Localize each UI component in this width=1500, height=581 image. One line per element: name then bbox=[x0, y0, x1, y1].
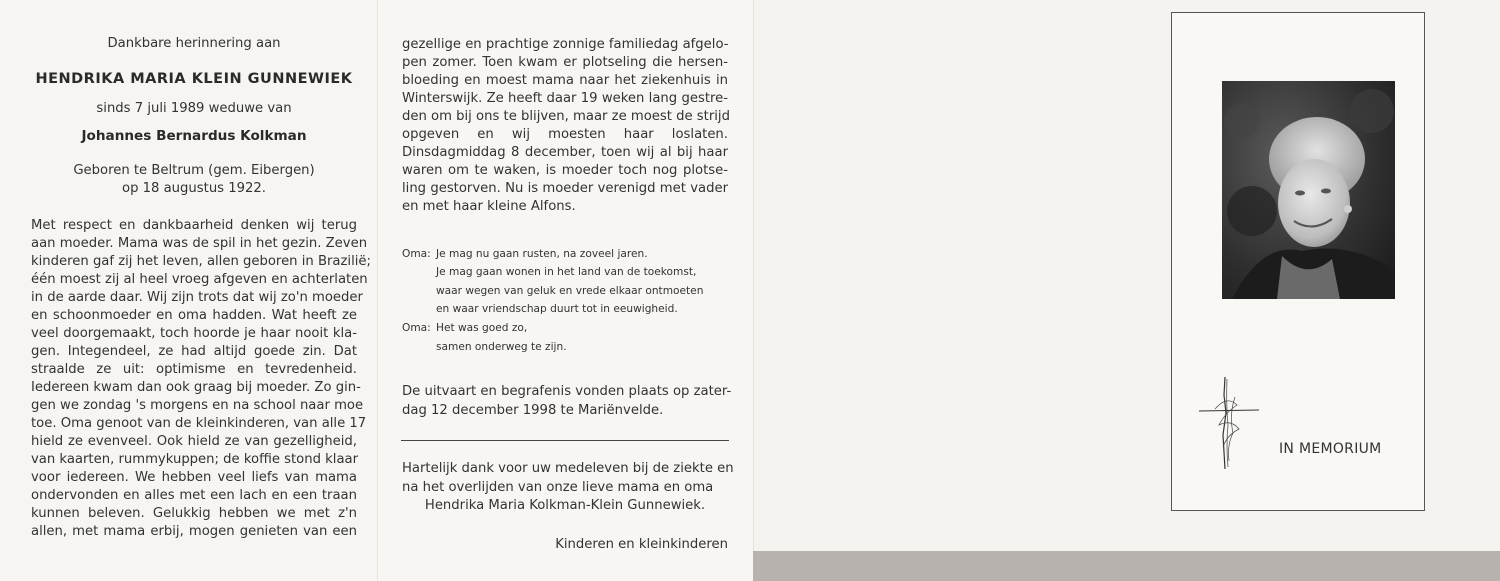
body-line: ondervonden en alles met een lach en een traan bbox=[31, 488, 357, 503]
body-line: veel doorgemaakt, toch hoorde je haar nooit kla- bbox=[31, 326, 357, 341]
funeral-line: De uitvaart en begrafenis vonden plaats op zater- bbox=[402, 384, 732, 399]
body-line: straalde ze uit: optimisme en tevredenheid. bbox=[31, 362, 357, 377]
body-line: ling gestorven. Nu is moeder verenigd met vader bbox=[402, 181, 728, 196]
body-line: van kaarten, rummykuppen; de koffie stond klaar bbox=[31, 452, 359, 467]
intro-text: Dankbare herinnering aan bbox=[107, 36, 281, 51]
bottom-strip bbox=[753, 551, 1500, 581]
body-line: waren om te waken, is moeder toch nog plotse- bbox=[402, 163, 728, 178]
cross-icon bbox=[1197, 375, 1261, 471]
body-line: allen, met mama erbij, mogen genieten van een bbox=[31, 524, 357, 539]
body-line: Winterswijk. Ze heeft daar 19 weken lang gestre- bbox=[402, 91, 728, 106]
widow-line: sinds 7 juli 1989 weduwe van bbox=[96, 101, 292, 116]
thanks-line: na het overlijden van onze lieve mama en oma bbox=[402, 480, 714, 495]
fold-line bbox=[753, 0, 754, 581]
thanks-name: Hendrika Maria Kolkman-Klein Gunnewiek. bbox=[424, 498, 706, 513]
body-line: Iedereen kwam dan ook graag bij moeder. Zo gin- bbox=[31, 380, 361, 395]
body-line: kinderen gaf zij het leven, allen geboren in Brazilië; bbox=[31, 254, 371, 269]
body-line: in de aarde daar. Wij zijn trots dat wij zo'n moeder bbox=[31, 290, 363, 305]
body-line: voor iedereen. We hebben veel liefs van mama bbox=[31, 470, 357, 485]
body-line: één moest zij al heel vroeg afgeven en achterlaten bbox=[31, 272, 368, 287]
body-line: opgeven en wij moesten haar loslaten. bbox=[402, 127, 728, 142]
body-line: hield ze evenveel. Ook hield ze van gezelligheid, bbox=[31, 434, 357, 449]
body-line: pen zomer. Toen kwam er plotseling die hersen- bbox=[402, 55, 728, 70]
poem-line: Je mag gaan wonen in het land van de toekomst, bbox=[436, 266, 697, 278]
body-line: gen we zondag 's morgens en na school naar moe bbox=[31, 398, 364, 413]
husband-name: Johannes Bernardus Kolkman bbox=[81, 128, 307, 144]
divider bbox=[401, 440, 729, 441]
born-line-1: Geboren te Beltrum (gem. Eibergen) bbox=[73, 163, 315, 178]
born-line-2: op 18 augustus 1922. bbox=[122, 181, 266, 196]
body-line: Met respect en dankbaarheid denken wij terug bbox=[31, 218, 357, 233]
funeral-line: dag 12 december 1998 te Mariënvelde. bbox=[402, 403, 664, 418]
poem-line: Je mag nu gaan rusten, na zoveel jaren. bbox=[436, 248, 648, 260]
poem-line: en waar vriendschap duurt tot in eeuwigheid. bbox=[436, 303, 678, 315]
poem-line: samen onderweg te zijn. bbox=[436, 341, 567, 353]
body-line: den om bij ons te blijven, maar ze moest de strijd bbox=[402, 109, 730, 124]
signature: Kinderen en kleinkinderen bbox=[555, 537, 728, 552]
body-line: toe. Oma genoot van de kleinkinderen, van alle 17 bbox=[31, 416, 367, 431]
body-line: en schoonmoeder en oma hadden. Wat heeft ze bbox=[31, 308, 357, 323]
body-line: aan moeder. Mama was de spil in het gezin. Zeven bbox=[31, 236, 368, 251]
body-line: gezellige en prachtige zonnige familiedag afgelo- bbox=[402, 37, 729, 52]
poem-line: Het was goed zo, bbox=[436, 322, 528, 334]
body-line: bloeding en moest mama naar het ziekenhuis in bbox=[402, 73, 728, 88]
poem-speaker: Oma: bbox=[402, 248, 431, 260]
cover-title: IN MEMORIUM bbox=[1279, 441, 1382, 457]
body-line: Dinsdagmiddag 8 december, toen wij al bij haar bbox=[402, 145, 728, 160]
body-line: gen. Integendeel, ze had altijd goede zin. Dat bbox=[31, 344, 357, 359]
deceased-name: HENDRIKA MARIA KLEIN GUNNEWIEK bbox=[35, 71, 353, 87]
body-line: kunnen beleven. Gelukkig hebben we met z'n bbox=[31, 506, 357, 521]
poem-speaker: Oma: bbox=[402, 322, 431, 334]
portrait-photo bbox=[1222, 81, 1395, 299]
fold-line bbox=[377, 0, 378, 581]
thanks-line: Hartelijk dank voor uw medeleven bij de ziekte en bbox=[402, 461, 734, 476]
body-line: en met haar kleine Alfons. bbox=[402, 199, 576, 214]
poem-line: waar wegen van geluk en vrede elkaar ontmoeten bbox=[436, 285, 704, 297]
